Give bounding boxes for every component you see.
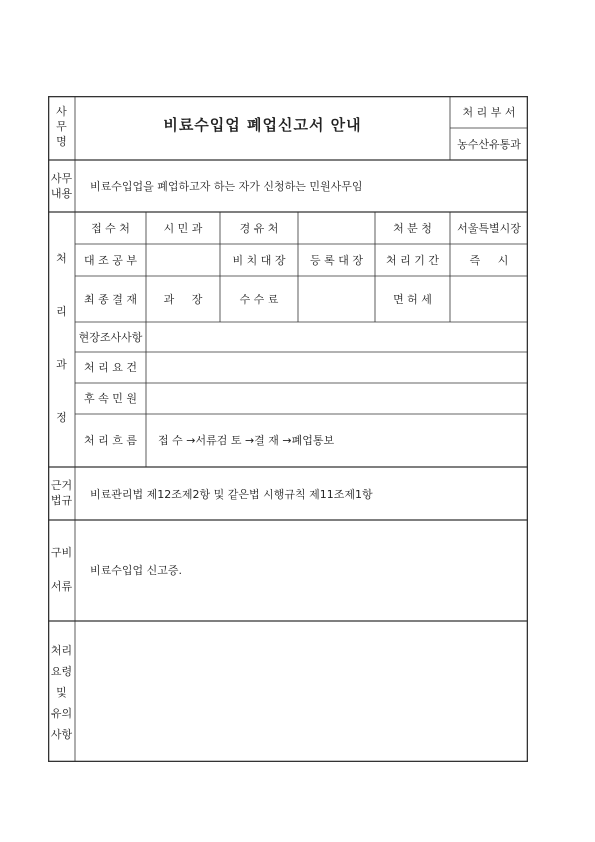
decide-value: 서울특별시장 [457,222,521,235]
receive-label: 접 수 처 [91,222,130,235]
process-side-label-4: 정 [56,411,67,424]
form-title: 비료수입업 폐업신고서 안내 [163,116,362,134]
notes-side-label-5: 사항 [50,728,73,741]
documents-side-label-1: 구비 [50,546,73,559]
notes-side-label-4: 유의 [50,707,73,720]
follow-up-label: 후 속 민 원 [84,392,137,405]
dept-value: 농수산유통과 [457,138,521,151]
notes-side-label-2: 요령 [50,665,73,678]
flow-label: 처 리 흐 름 [84,434,137,447]
header-side-label: 사 무 명 [56,105,67,148]
documents-side-label-2: 서류 [50,580,73,593]
approver-value: 과 장 [163,293,203,306]
work-content-side-label: 사무 내용 [50,172,73,200]
notes-side-label-3: 및 [56,686,67,699]
form-frame [48,96,528,762]
dept-label: 처 리 부 서 [462,106,516,119]
notes-side-label-1: 처리 [50,644,73,657]
via-label: 경 유 처 [239,222,279,235]
receive-value: 시 민 과 [163,222,203,235]
ledger-label: 대 조 공 부 [84,254,137,267]
fee-label: 수 수 료 [239,293,279,306]
decide-label: 처 분 청 [393,222,432,235]
legal-basis-side-label: 근거 법규 [50,479,73,507]
approver-label: 최 종 결 재 [84,293,137,306]
process-side-label-2: 리 [56,305,67,318]
period-value: 즉 시 [469,254,509,267]
requirement-label: 처 리 요 건 [84,361,137,374]
legal-basis-text: 비료관리법 제12조제2항 및 같은법 시행규칙 제11조제1항 [90,488,373,501]
license-tax-label: 면 허 세 [393,293,432,306]
ledger-target-2: 등 록 대 장 [310,254,363,267]
field-check-label: 현장조사사항 [78,331,143,344]
ledger-target-1: 비 치 대 장 [232,254,286,267]
process-side-label-3: 과 [56,358,67,371]
form-grid-lines [48,96,528,762]
process-side-label-1: 처 [56,252,67,265]
documents-text: 비료수입업 신고증. [90,564,183,577]
flow-value: 접 수 →서류검 토 →결 재 →폐업통보 [158,434,335,447]
work-content-text: 비료수입업을 폐업하고자 하는 자가 신청하는 민원사무임 [90,180,363,193]
period-label: 처 리 기 간 [386,254,439,267]
